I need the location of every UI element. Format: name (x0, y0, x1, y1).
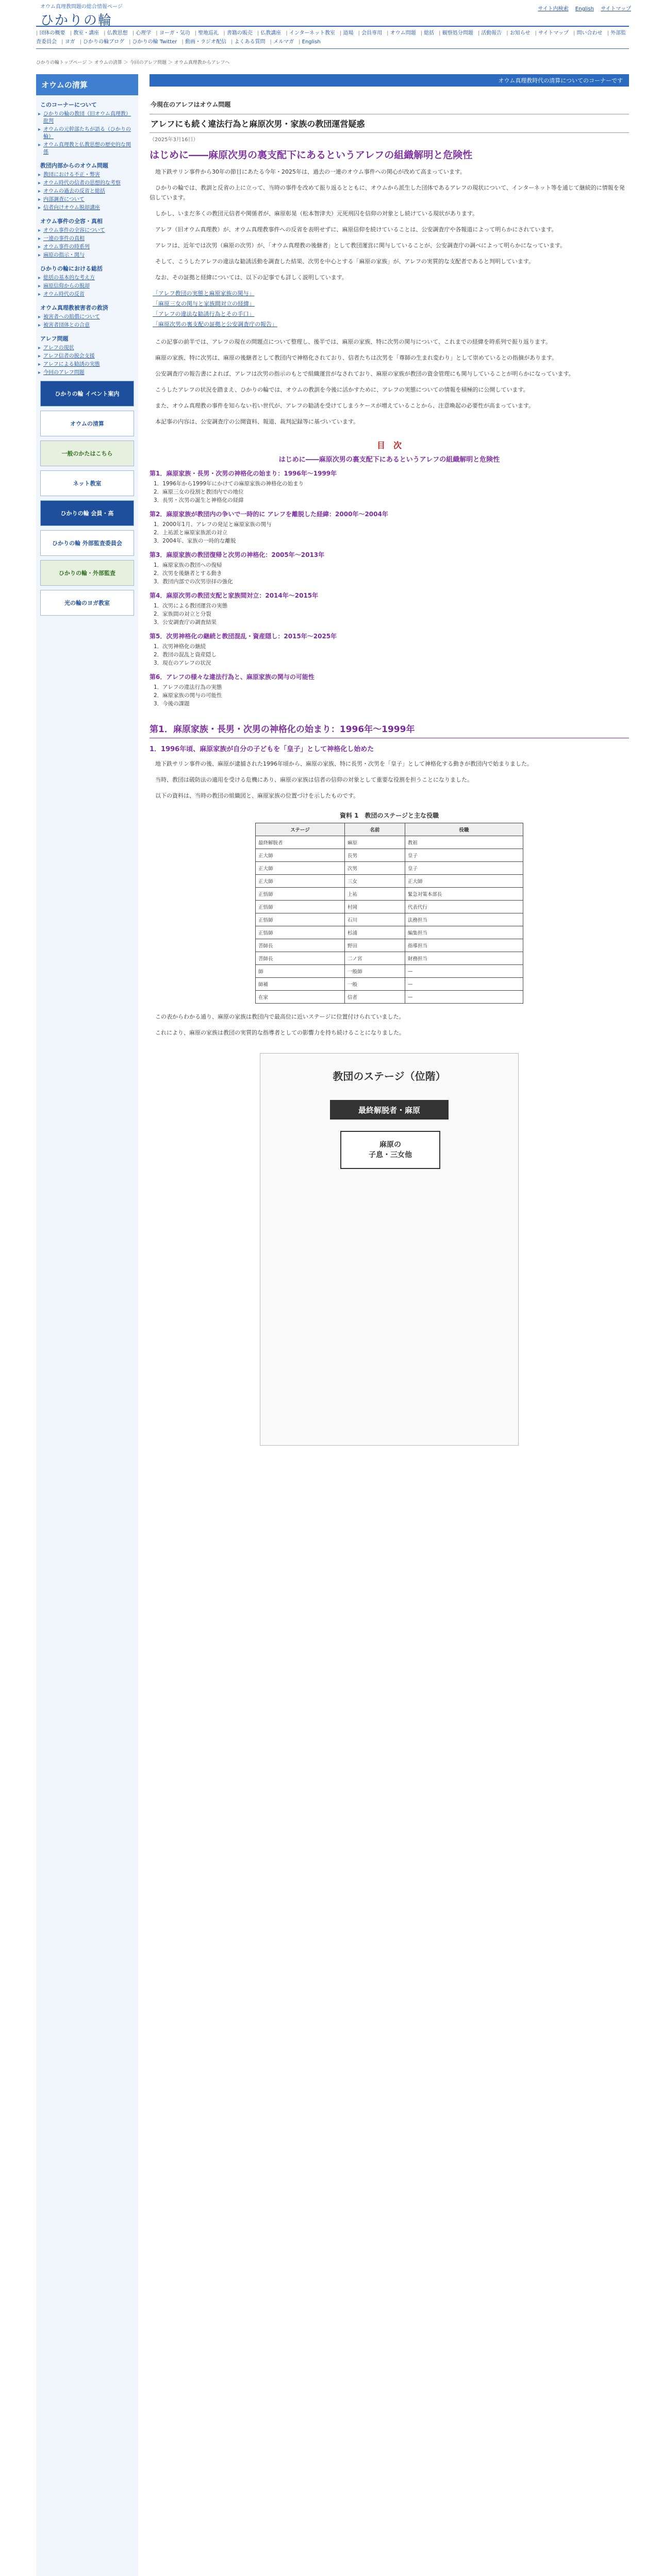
toc-item[interactable]: 1．1996年から1999年にかけての麻原家族の神格化の始まり (154, 481, 304, 487)
nav-link[interactable]: | 道場 (340, 30, 354, 36)
sidebar-banner[interactable]: オウムの清算 (40, 411, 134, 436)
nav-link[interactable]: | 教室・講座 (70, 30, 100, 36)
toc-item[interactable]: 2．麻原家族の関与の可能性 (154, 692, 222, 699)
sidebar-title: オウムの清算 (36, 74, 138, 95)
nav-link[interactable]: | 活動報告 (478, 30, 502, 36)
chapter-1-heading: 第1．麻原家族・長男・次男の神格化の始まり：1996年〜1999年 (150, 723, 629, 738)
body-paragraph: アレフ（旧オウム真理教）が、オウム真理教事件への反省を表明せずに、麻原信仰を続けていることは、公安調査庁や各報道によって明らかにされています。 (155, 226, 557, 233)
table-cell: 師補 (256, 978, 345, 991)
body-paragraph: 公安調査庁の報告書によれば、アレフは次男の指示のもとで組織運営がなされており、麻原の家族が教団の資金管理にも関与していることが明らかになっています。 (155, 370, 574, 377)
table-cell: 代表代行 (405, 901, 523, 913)
table-cell: 上祐 (345, 888, 405, 901)
table-cell: 村岡 (345, 901, 405, 913)
table-row (256, 888, 523, 901)
diagram-second-line2: 子息・三女他 (369, 1151, 412, 1159)
toc-section[interactable]: 第6．アレフの様々な違法行為と、麻原家族の関与の可能性 (150, 673, 315, 681)
chapter-1-paragraphs (150, 759, 629, 801)
sidebar-item[interactable]: ▸ 被害者団体との合意 (43, 322, 134, 329)
sidebar-banner[interactable]: ひかりの輪・外部監査 (40, 560, 134, 586)
table-header: 名前 (345, 823, 405, 836)
nav-link[interactable]: | よくある質問 (231, 39, 266, 45)
body-paragraph: 地下鉄サリン事件から30年の節目にあたる今年・2025年は、過去の一連のオウム事件への関心が改めて高まっています。 (155, 168, 466, 175)
toc-section[interactable]: 第1．麻原家族・長男・次男の神格化の始まり：1996年〜1999年 (150, 470, 337, 477)
related-link[interactable]: 「麻原次男の裏支配の証拠と公安調査庁の報告」 (153, 321, 277, 328)
table-row (256, 939, 523, 952)
sidebar-banner[interactable]: ネット教室 (40, 470, 134, 496)
nav-link[interactable]: | 総括 (421, 30, 435, 36)
sidebar-section-head[interactable]: アレフ問題 (40, 335, 69, 342)
sidebar-section-head[interactable]: 教団内部からのオウム問題 (40, 162, 108, 169)
related-link[interactable]: 「麻原三女の関与と家族間対立の経緯」 (153, 300, 255, 307)
sidebar-section-head[interactable]: オウム事件の全容・真相 (40, 218, 103, 225)
table-cell: 信者 (345, 991, 405, 1004)
after-table-paragraphs (150, 1012, 629, 1038)
toc-item[interactable]: 1．アレフの違法行為の実態 (154, 684, 222, 690)
table-cell: 師 (256, 965, 345, 978)
sidebar-banners (36, 381, 138, 616)
nav-link[interactable]: | 心理学 (133, 30, 152, 36)
sidebar-item[interactable]: ▸ オウム真理教と仏教思想の歴史的な関係 (43, 142, 134, 156)
sidebar-item[interactable]: ▸ オウム事件の時系列 (43, 244, 134, 251)
sidebar-banner[interactable]: ひかりの輪 会員・高 (40, 500, 134, 526)
article-title: アレフにも続く違法行為と麻原次男・家族の教団運営疑惑 (150, 114, 629, 133)
stage-table (255, 823, 523, 1004)
sidebar-item[interactable]: ▸ 被害者への賠償について (43, 314, 134, 321)
sidebar-item[interactable]: ▸ 麻原の指示・関与 (43, 252, 134, 259)
table-row (256, 862, 523, 875)
table-row (256, 901, 523, 913)
table-row (256, 991, 523, 1004)
table-cell: 皇子 (405, 849, 523, 862)
toc-section[interactable]: 第2．麻原家族が教団内の争いで一時的に アレフを離脱した経緯：2000年〜2004年 (150, 511, 388, 518)
nav-link[interactable]: | ひかりの輪 Twitter (129, 39, 177, 45)
nav-link[interactable]: | ヨガ (61, 39, 75, 45)
table-cell: 杉浦 (345, 926, 405, 939)
table-cell: 正大師 (256, 862, 345, 875)
nav-link[interactable]: | サイトマップ (535, 30, 569, 36)
section-label: 今現在のアレフはオウム問題 (151, 101, 231, 108)
header-link[interactable]: サイト内検索 (538, 6, 569, 12)
body-paragraph: アレフは、近年では次男（麻原の次男）が、「オウム真理教の後継者」として教団運営に関与していることが、公安調査庁の調べによって明らかになっています。 (155, 242, 566, 249)
table-row (256, 913, 523, 926)
body-paragraph: また、オウム真理教の事件を知らない若い世代が、アレフの勧誘を受けてしまうケースが増えていることから、注意喚起の必要性が高まっています。 (155, 402, 535, 409)
body-paragraph: 麻原の家族、特に次男は、麻原の後継者として教団内で神格化されており、信者たちは次男を「尊師の生まれ変わり」として崇めているとの指摘があります。 (155, 354, 558, 361)
table-row (256, 926, 523, 939)
table-cell: 正悟師 (256, 913, 345, 926)
header-link[interactable]: English (575, 6, 594, 12)
table-cell: 麻原 (345, 836, 405, 849)
site-name: ひかりの輪 (40, 13, 113, 28)
toc-item[interactable]: 1．次男による教団運営の実態 (154, 603, 228, 609)
intro-paragraphs (150, 167, 629, 282)
sidebar-item[interactable]: ▸ アレフ信者の脱会支援 (43, 353, 134, 360)
table-cell: 最終解脱者 (256, 836, 345, 849)
site-subtitle: オウム真理教問題の総合情報ページ (40, 4, 123, 10)
sidebar-section-head[interactable]: オウム真理教被害者の救済 (40, 304, 108, 311)
table-header: 役職 (405, 823, 523, 836)
body-paragraph: なお、その証拠と経緯については、以下の記事でも詳しく説明しています。 (155, 274, 347, 281)
nav-link[interactable]: | インターネット教室 (286, 30, 335, 36)
table-cell: 正悟師 (256, 926, 345, 939)
sidebar-item[interactable]: ▸ 今回のアレフ問題 (43, 369, 134, 377)
nav-link[interactable]: | 問い合わせ (573, 30, 603, 36)
toc-item[interactable]: 2．教団の混乱と資産隠し (154, 652, 217, 658)
breadcrumb: ひかりの輪トップページ ＞ オウムの清算 ＞ 今回のアレフ問題 ＞ オウム真理教からアレフへ (36, 60, 230, 65)
toc-item[interactable]: 2．家族間の対立と分裂 (154, 611, 211, 617)
nav-link[interactable]: | 仏教思想 (104, 30, 128, 36)
sidebar-item[interactable]: ▸ ひかりの輪の教団（旧オウム真理教）批判 (43, 111, 134, 125)
related-link[interactable]: 「アレフの違法な勧誘行為とその手口」 (153, 311, 255, 317)
sidebar-item[interactable]: ▸ 教団における不正・弊害 (43, 172, 134, 179)
diagram-top-stage: 最終解脱者・麻原 (330, 1100, 449, 1120)
toc-item[interactable]: 3．現在のアレフの状況 (154, 660, 211, 666)
table-cell: 法務担当 (405, 913, 523, 926)
sidebar-item[interactable]: ▸ アレフの現状 (43, 345, 134, 352)
nav-link[interactable]: | 外部監査委員会 (36, 30, 626, 45)
table-cell: 石川 (345, 913, 405, 926)
global-nav (36, 26, 629, 49)
sidebar (36, 74, 138, 2576)
toc-item[interactable]: 2．麻原三女の役割と教団内での地位 (154, 489, 244, 495)
diagram-second-line1: 麻原の (379, 1141, 401, 1149)
table-cell: 菩師長 (256, 952, 345, 965)
body-paragraph: この表からわかる通り、麻原の家族は教団内で最高位に近いステージに位置付けられていました。 (155, 1013, 405, 1020)
table-cell: 二ノ宮 (345, 952, 405, 965)
table-row (256, 836, 523, 849)
article-date: （2025年3月16日） (150, 137, 198, 143)
body-paragraph: しかし、いまだ多くの教団元信者や関係者が、麻原彰晃（松本智津夫）元死刑囚を信仰の対象とし続けている現状があります。 (155, 210, 478, 217)
sidebar-sections (36, 100, 138, 377)
toc-section[interactable]: 第4．麻原次男の教団支配と家族間対立：2014年〜2015年 (150, 592, 319, 599)
sidebar-item[interactable]: ▸ 一連の事件の真相 (43, 235, 134, 243)
toc-item[interactable]: 3．教団内部での次男崇拝の強化 (154, 579, 233, 585)
toc-item[interactable]: 1．次男神格化の継続 (154, 643, 206, 650)
table-cell: 野田 (345, 939, 405, 952)
table-cell: 正悟師 (256, 888, 345, 901)
table-cell: 正大師 (256, 875, 345, 888)
intro-paragraphs-2 (150, 337, 629, 427)
table-row (256, 952, 523, 965)
stage-diagram (260, 1053, 519, 1446)
nav-link[interactable]: | 団体の概要 (36, 30, 65, 36)
diagram-second-stage (340, 1131, 440, 1169)
article-headline: はじめに――麻原次男の裏支配下にあるというアレフの組織解明と危険性 (150, 149, 473, 161)
table-cell: 財務担当 (405, 952, 523, 965)
nav-link[interactable]: | お知らせ (506, 30, 530, 36)
toc-item[interactable]: 2．上祐派と麻原家族派の対立 (154, 530, 228, 536)
toc-item[interactable]: 3．長男・次男の誕生と神格化の経緯 (154, 497, 244, 503)
sidebar-banner[interactable]: 一般のかたはこちら (40, 440, 134, 466)
sidebar-item[interactable]: ▸ オウム時代の信者の思想的な考察 (43, 180, 134, 187)
toc-section[interactable]: 第5．次男神格化の継続と教団混乱・資産隠し：2015年〜2025年 (150, 633, 337, 640)
body-paragraph: こうしたアレフの状況を踏まえ、ひかりの輪では、オウムの教訓を今後に活かすために、アレフの実態についての情報を積極的に公開しています。 (155, 386, 529, 393)
contents-title: 目 次 (376, 440, 402, 450)
table-row (256, 965, 523, 978)
table-cell: 長男 (345, 849, 405, 862)
diagram-title: 教団のステージ（位階） (333, 1070, 446, 1082)
chapter-1-subheading: 1．1996年頃、麻原家族が自分の子どもを「皇子」として神格化し始めた (150, 745, 374, 753)
nav-link[interactable]: | 聖地巡礼 (195, 30, 219, 36)
sidebar-item[interactable]: ▸ オウムの元幹部たちが語る（ひかりの輪） (43, 126, 134, 141)
table-cell: — (405, 978, 523, 991)
table-cell: 正悟師 (256, 901, 345, 913)
sidebar-banner[interactable]: ひかりの輪 イベント案内 (40, 381, 134, 406)
body-paragraph: 以下の資料は、当時の教団の組織図と、麻原家族の位置づけを示したものです。 (155, 792, 359, 799)
sidebar-item[interactable]: ▸ 内部調査について (43, 196, 134, 204)
related-links (153, 289, 629, 330)
contents-subtitle: はじめに――麻原次男の裏支配下にあるというアレフの組織解明と危険性 (278, 456, 500, 464)
header-link[interactable]: サイトマップ (601, 6, 631, 12)
nav-link[interactable]: | 仏教講座 (257, 30, 282, 36)
table-cell: 一般 (345, 978, 405, 991)
main-content (150, 74, 629, 1446)
body-paragraph: 当時、教団は破防法の適用を受ける危機にあり、麻原の家族は信者の信仰の対象として重要な役割を担うことになりました。 (155, 776, 473, 783)
top-strip: オウム真理教時代の清算についてのコーナーです (150, 74, 629, 87)
nav-link[interactable]: | オウム問題 (387, 30, 416, 36)
table-cell: 教祖 (405, 836, 523, 849)
table-cell: 在家 (256, 991, 345, 1004)
table-row (256, 849, 523, 862)
nav-link[interactable]: | 書籍の販売 (223, 30, 253, 36)
table-cell: 編集担当 (405, 926, 523, 939)
toc-item[interactable]: 3．公安調査庁の調査結果 (154, 619, 217, 625)
site-logo[interactable] (40, 2, 123, 29)
sidebar-item[interactable]: ▸ オウム事件の全容について (43, 227, 134, 234)
sidebar-section-head[interactable]: このコーナーについて (40, 101, 97, 108)
table-cell: 菩師長 (256, 939, 345, 952)
nav-link[interactable]: | 会員専用 (358, 30, 383, 36)
table-cell: 正大師 (405, 875, 523, 888)
table-cell: 次男 (345, 862, 405, 875)
table-row (256, 978, 523, 991)
nav-link[interactable]: | ひかりの輪ブログ (80, 39, 125, 45)
table-cell: 正大師 (256, 849, 345, 862)
table-header: ステージ (256, 823, 345, 836)
site-header (0, 0, 662, 72)
sidebar-item[interactable]: ▸ 総括の基本的な考え方 (43, 275, 134, 282)
table-cell: — (405, 965, 523, 978)
sidebar-item[interactable]: ▸ オウムの過去の反省と総括 (43, 188, 134, 195)
table-cell: 緊急対策本部長 (405, 888, 523, 901)
toc-item[interactable]: 3．2004年、家族の一時的な離脱 (154, 538, 236, 544)
table-cell: — (405, 991, 523, 1004)
sidebar-section-head[interactable]: ひかりの輪における総括 (40, 265, 103, 272)
table-cell: 一般師 (345, 965, 405, 978)
table-of-contents (150, 469, 629, 708)
nav-link[interactable]: | メルマガ (270, 39, 294, 45)
nav-link[interactable]: | 観察処分問題 (439, 30, 473, 36)
body-paragraph: そして、こうしたアレフの違法な勧誘活動を調査した結果、次男を中心とする「麻原の家族」が、アレフの実質的な支配者であると判明しています。 (155, 258, 535, 265)
sidebar-item[interactable]: ▸ オウム時代の反省 (43, 291, 134, 298)
sidebar-item[interactable]: ▸ 麻原信仰からの脱却 (43, 283, 134, 290)
toc-item[interactable]: 1．麻原家族の教団への復帰 (154, 562, 222, 568)
body-paragraph: これにより、麻原の家族は教団の実質的な指導者としての影響力を持ち続けることになりました。 (155, 1029, 405, 1036)
body-paragraph: 地下鉄サリン事件の後、麻原が逮捕された1996年頃から、麻原の家族、特に長男・次男を「皇子」として神格化する動きが教団内で始まりました。 (155, 760, 533, 767)
sidebar-banner[interactable]: ひかりの輪 外部監査委員会 (40, 530, 134, 556)
table-row (256, 875, 523, 888)
sidebar-banner[interactable]: 光の輪のヨガ教室 (40, 590, 134, 616)
table-title: 資料 1 教団のステージと主な役職 (339, 812, 439, 819)
table-cell: 指導担当 (405, 939, 523, 952)
sidebar-item[interactable]: ▸ 信者向けオウム脱却講座 (43, 205, 134, 212)
nav-link[interactable]: | English (299, 39, 321, 45)
body-paragraph: この記事の前半では、アレフの現在の問題点について整理し、後半では、麻原の家族、特に次男の関与について、これまでの経緯を時系列で振り返ります。 (155, 338, 552, 345)
nav-link[interactable]: | ヨーガ・気功 (156, 30, 190, 36)
toc-item[interactable]: 1．2000年1月、アレフの発足と麻原家族の関与 (154, 521, 272, 528)
table-cell: 皇子 (405, 862, 523, 875)
toc-item[interactable]: 2．次男を後継者とする動き (154, 570, 222, 577)
nav-link[interactable]: | 動画・ラジオ配信 (181, 39, 226, 45)
body-paragraph: ひかりの輪では、教訓と反省の上に立って、当時の事件を改めて振り返るとともに、オウムから派生した団体であるアレフの現状について、インターネット等を通じて継続的に情報を発信しています。 (150, 184, 625, 201)
related-link[interactable]: 「アレフ教団の実態と麻原家族の関与」 (153, 290, 255, 297)
toc-section[interactable]: 第3．麻原家族の教団復帰と次男の神格化：2005年〜2013年 (150, 551, 325, 558)
table-cell: 三女 (345, 875, 405, 888)
body-paragraph: 本記事の内容は、公安調査庁の公開資料、報道、裁判記録等に基づいています。 (155, 418, 359, 425)
toc-item[interactable]: 3．今後の課題 (154, 701, 190, 707)
sidebar-item[interactable]: ▸ アレフによる勧誘の実態 (43, 361, 134, 368)
header-links (533, 4, 631, 12)
